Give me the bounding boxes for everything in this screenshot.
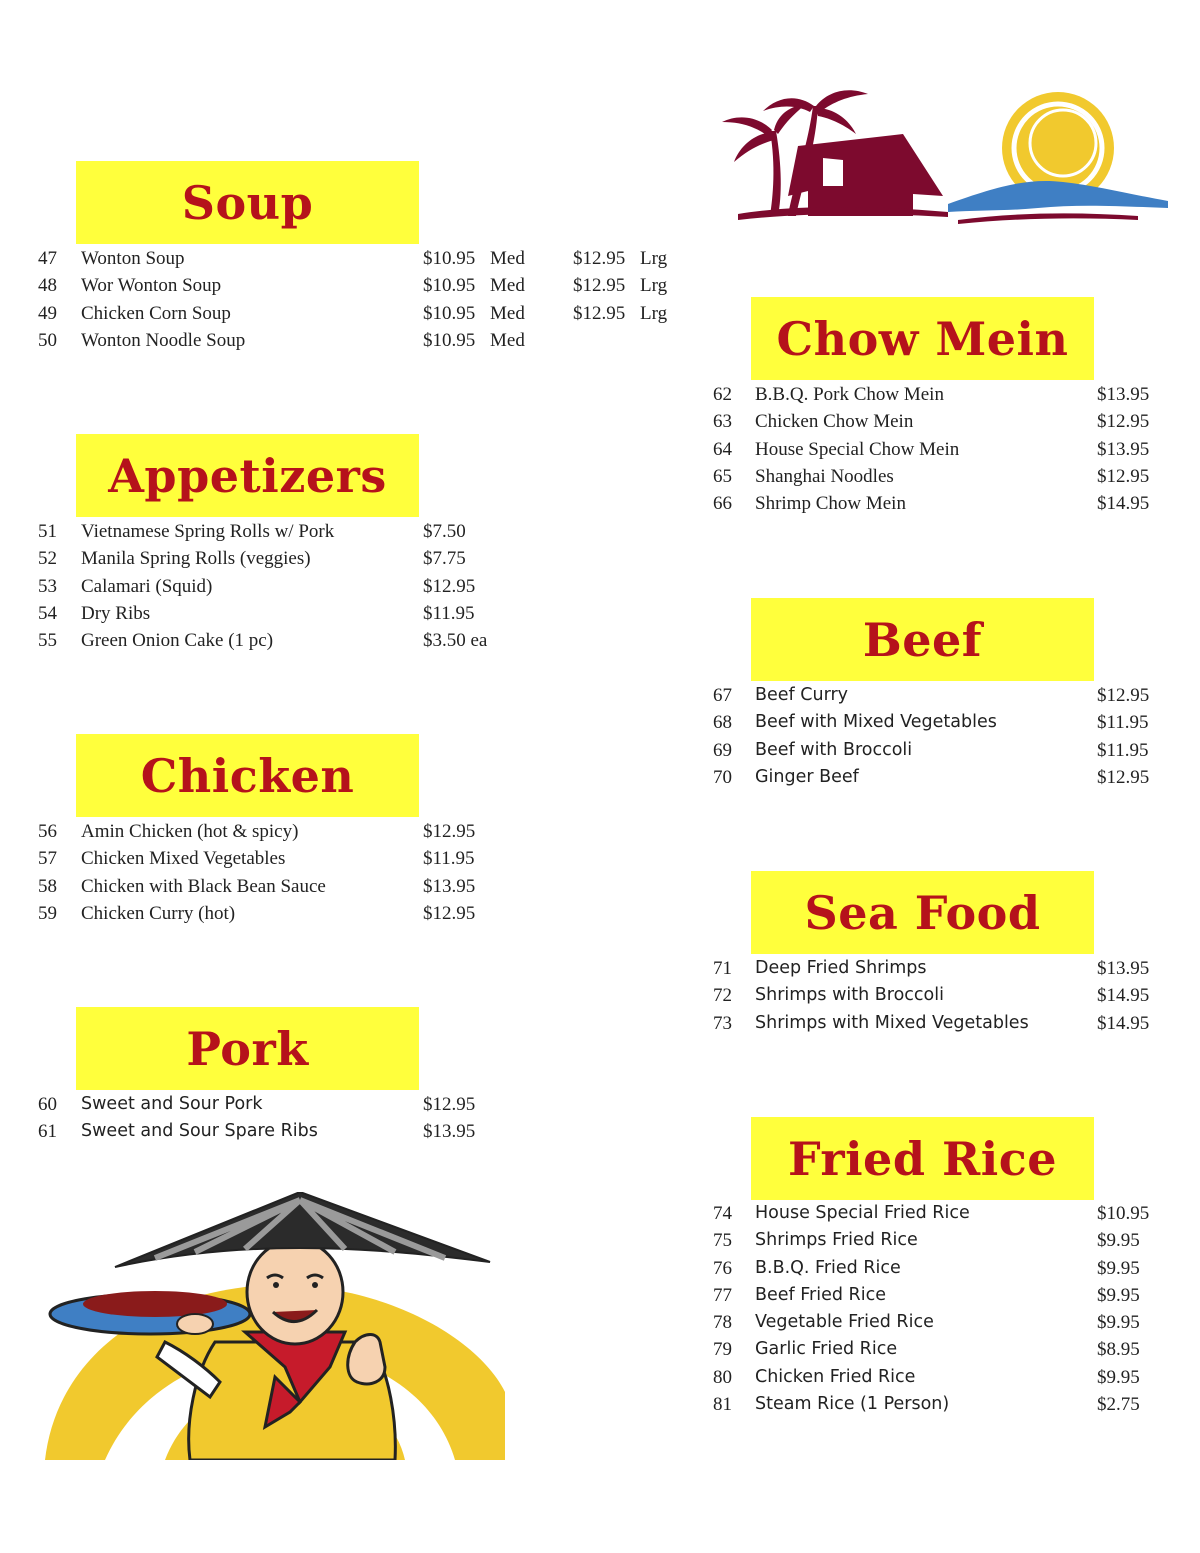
- pork-title: Pork: [186, 1021, 309, 1076]
- menu-item: 67 Beef Curry $12.95: [713, 685, 1150, 706]
- beef-title: Beef: [862, 612, 983, 667]
- beef-header: [751, 598, 1094, 681]
- chef-with-plate-mascot: [45, 1192, 505, 1460]
- beef-list: [713, 682, 1173, 791]
- chow-mein-header: [751, 297, 1094, 380]
- soup-header: [76, 161, 419, 244]
- menu-item: 48 Wor Wonton Soup $10.95 Med $12.95 Lrg: [38, 275, 668, 297]
- chow-mein-list: [713, 381, 1173, 517]
- pork-header: [76, 1007, 419, 1090]
- appetizers-list: [38, 518, 558, 654]
- menu-item: 54 Dry Ribs $11.95: [38, 602, 475, 624]
- menu-item: 65 Shanghai Noodles $12.95: [713, 465, 1150, 487]
- menu-item: 60 Sweet and Sour Pork $12.95: [38, 1094, 476, 1115]
- sea-food-header: [751, 871, 1094, 954]
- menu-item: 79 Garlic Fried Rice $8.95: [713, 1339, 1140, 1361]
- fried-rice-title: Fried Rice: [788, 1131, 1057, 1186]
- menu-item: 77 Beef Fried Rice $9.95: [713, 1284, 1140, 1306]
- pork-list: [38, 1091, 558, 1146]
- menu-item: 50 Wonton Noodle Soup $10.95 Med: [38, 329, 525, 351]
- menu-item: 58 Chicken with Black Bean Sauce $13.95: [38, 875, 476, 897]
- chicken-header: [76, 734, 419, 817]
- fried-rice-list: [713, 1200, 1173, 1418]
- menu-item: 61 Sweet and Sour Spare Ribs $13.95: [38, 1121, 476, 1143]
- menu-item: 53 Calamari (Squid) $12.95: [38, 575, 476, 597]
- menu-item: 63 Chicken Chow Mein $12.95: [713, 411, 1150, 433]
- chicken-title: Chicken: [140, 748, 355, 803]
- menu-item: 64 House Special Chow Mein $13.95: [713, 438, 1150, 460]
- menu-item: 51 Vietnamese Spring Rolls w/ Pork $7.50: [38, 521, 466, 542]
- soup-list: [38, 245, 698, 354]
- menu-item: 62 B.B.Q. Pork Chow Mein $13.95: [713, 384, 1150, 405]
- sea-food-title: Sea Food: [804, 885, 1041, 940]
- menu-item: 47 Wonton Soup $10.95 Med $12.95 Lrg: [38, 248, 668, 269]
- menu-item: 52 Manila Spring Rolls (veggies) $7.75: [38, 548, 466, 570]
- menu-item: 66 Shrimp Chow Mein $14.95: [713, 493, 1150, 515]
- appetizers-header: [76, 434, 419, 517]
- menu-item: 68 Beef with Mixed Vegetables $11.95: [713, 712, 1149, 734]
- menu-item: 56 Amin Chicken (hot & spicy) $12.95: [38, 821, 476, 842]
- menu-item: 78 Vegetable Fried Rice $9.95: [713, 1312, 1140, 1334]
- menu-item: 70 Ginger Beef $12.95: [713, 766, 1150, 788]
- tropical-hut-sun-logo: [718, 86, 1170, 236]
- appetizers-title: Appetizers: [108, 448, 387, 503]
- menu-item: 76 B.B.Q. Fried Rice $9.95: [713, 1257, 1140, 1279]
- menu-item: 59 Chicken Curry (hot) $12.95: [38, 902, 476, 924]
- soup-title: Soup: [181, 175, 314, 230]
- chow-mein-title: Chow Mein: [776, 311, 1069, 366]
- menu-item: 49 Chicken Corn Soup $10.95 Med $12.95 Lrg: [38, 302, 668, 324]
- menu-item: 71 Deep Fried Shrimps $13.95: [713, 958, 1150, 979]
- menu-item: 72 Shrimps with Broccoli $14.95: [713, 985, 1150, 1007]
- menu-item: 81 Steam Rice (1 Person) $2.75: [713, 1394, 1140, 1416]
- menu-item: 80 Chicken Fried Rice $9.95: [713, 1366, 1140, 1388]
- menu-item: 55 Green Onion Cake (1 pc) $3.50 ea: [38, 630, 488, 652]
- fried-rice-header: [751, 1117, 1094, 1200]
- chicken-list: [38, 818, 558, 927]
- sea-food-list: [713, 955, 1173, 1037]
- menu-item: 69 Beef with Broccoli $11.95: [713, 739, 1149, 761]
- menu-item: 75 Shrimps Fried Rice $9.95: [713, 1230, 1140, 1252]
- menu-item: 73 Shrimps with Mixed Vegetables $14.95: [713, 1012, 1150, 1034]
- menu-item: 57 Chicken Mixed Vegetables $11.95: [38, 848, 475, 870]
- menu-item: 74 House Special Fried Rice $10.95: [713, 1203, 1150, 1224]
